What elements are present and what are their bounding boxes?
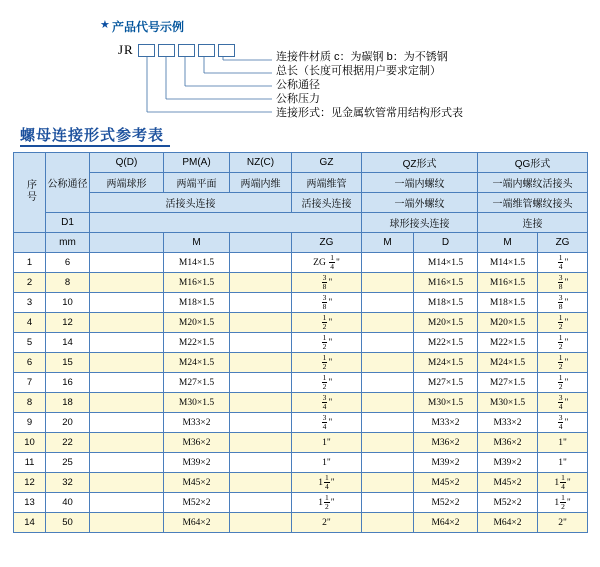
cell-pm: M45×2 — [164, 473, 230, 493]
cell-qz-d: M45×2 — [414, 473, 478, 493]
cell-nz — [230, 453, 292, 473]
legend-title: 产品代号示例 — [112, 20, 185, 34]
cell-gz: $\frac{1}{2}$ " — [292, 313, 362, 333]
cell-index: 14 — [14, 513, 46, 533]
header-type-qz: QZ形式 — [362, 153, 478, 173]
cell-nz — [230, 313, 292, 333]
legend-label-material: 连接件材质 c：为碳钢 b：为不锈钢 — [276, 51, 448, 63]
cell-qg-m: M27×1.5 — [478, 373, 538, 393]
cell-dn: 16 — [46, 373, 90, 393]
cell-qg-m: M30×1.5 — [478, 393, 538, 413]
header-type-q: Q(D) — [90, 153, 164, 173]
cell-gz: 1 $\frac{1}{4}$ " — [292, 473, 362, 493]
cell-dn: 6 — [46, 253, 90, 273]
header-join-mid: 活接头连接 — [292, 193, 362, 213]
header-desc-qg-2: 一端维管螺纹接头 — [478, 193, 588, 213]
cell-dn: 10 — [46, 293, 90, 313]
cell-qz-m — [362, 413, 414, 433]
cell-pm: M27×1.5 — [164, 373, 230, 393]
cell-q — [90, 293, 164, 313]
cell-gz: 1" — [292, 433, 362, 453]
cell-pm: M20×1.5 — [164, 313, 230, 333]
header-d1: D1 — [46, 213, 90, 233]
cell-qg-zg: $\frac{3}{4}$ " — [538, 393, 588, 413]
cell-qz-m — [362, 293, 414, 313]
cell-index: 13 — [14, 493, 46, 513]
product-code-row — [118, 42, 238, 58]
header-unit-mm: mm — [46, 233, 90, 253]
code-box-1 — [138, 44, 155, 57]
header-join-left: 活接头连接 — [90, 193, 292, 213]
table-row — [14, 333, 588, 353]
header-type-pm: PM(A) — [164, 153, 230, 173]
table-row — [14, 433, 588, 453]
cell-nz — [230, 513, 292, 533]
cell-dn: 15 — [46, 353, 90, 373]
cell-nz — [230, 493, 292, 513]
cell-qz-d: M39×2 — [414, 453, 478, 473]
cell-nz — [230, 353, 292, 373]
header-desc-pm: 两端平面 — [164, 173, 230, 193]
cell-qz-m — [362, 313, 414, 333]
cell-dn: 18 — [46, 393, 90, 413]
header-unit-qg-zg: ZG — [538, 233, 588, 253]
cell-nz — [230, 273, 292, 293]
legend-label-length: 总长（长度可根据用户要求定制） — [276, 65, 441, 77]
cell-qg-zg: $\frac{3}{8}$ " — [538, 273, 588, 293]
cell-qz-d: M36×2 — [414, 433, 478, 453]
cell-pm: M33×2 — [164, 413, 230, 433]
header-row-units — [14, 233, 588, 253]
code-box-2 — [158, 44, 175, 57]
table-row — [14, 493, 588, 513]
header-unit-qg-m: M — [478, 233, 538, 253]
table-header — [14, 153, 588, 253]
cell-q — [90, 393, 164, 413]
cell-qz-d: M27×1.5 — [414, 373, 478, 393]
cell-index: 8 — [14, 393, 46, 413]
cell-q — [90, 273, 164, 293]
cell-qg-m: M39×2 — [478, 453, 538, 473]
cell-qz-m — [362, 433, 414, 453]
page-title: 螺母连接形式参考表 — [20, 127, 165, 144]
cell-qg-m: M24×1.5 — [478, 353, 538, 373]
header-blank — [90, 213, 362, 233]
header-type-qg: QG形式 — [478, 153, 588, 173]
cell-nz — [230, 393, 292, 413]
cell-q — [90, 353, 164, 373]
star-icon: ★ — [100, 19, 110, 31]
cell-nz — [230, 433, 292, 453]
cell-index: 6 — [14, 353, 46, 373]
cell-index: 10 — [14, 433, 46, 453]
header-unit-pm: M — [164, 233, 230, 253]
cell-nz — [230, 293, 292, 313]
cell-qg-zg: $\frac{1}{2}$ " — [538, 353, 588, 373]
cell-q — [90, 433, 164, 453]
cell-dn: 32 — [46, 473, 90, 493]
cell-pm: M64×2 — [164, 513, 230, 533]
cell-dn: 12 — [46, 313, 90, 333]
cell-gz: ZG $\frac{1}{4}$ " — [292, 253, 362, 273]
cell-qg-zg: $\frac{1}{2}$ " — [538, 373, 588, 393]
code-prefix: JR — [118, 42, 134, 57]
cell-qg-zg: 1 $\frac{1}{4}$ " — [538, 473, 588, 493]
cell-qg-zg: $\frac{3}{8}$ " — [538, 293, 588, 313]
header-join-qg: 连接 — [478, 213, 588, 233]
cell-index: 12 — [14, 473, 46, 493]
cell-qz-m — [362, 253, 414, 273]
cell-qg-m: M14×1.5 — [478, 253, 538, 273]
cell-dn: 20 — [46, 413, 90, 433]
cell-qz-m — [362, 273, 414, 293]
cell-qz-d: M52×2 — [414, 493, 478, 513]
table-row — [14, 313, 588, 333]
header-dn: 公称通径 — [46, 153, 90, 213]
cell-dn: 22 — [46, 433, 90, 453]
cell-gz: $\frac{1}{2}$ " — [292, 373, 362, 393]
cell-index: 5 — [14, 333, 46, 353]
cell-dn: 14 — [46, 333, 90, 353]
cell-qg-m: M52×2 — [478, 493, 538, 513]
cell-qz-m — [362, 333, 414, 353]
cell-q — [90, 373, 164, 393]
code-box-4 — [198, 44, 215, 57]
cell-gz: 2" — [292, 513, 362, 533]
header-desc-qg-1: 一端内螺纹活接头 — [478, 173, 588, 193]
cell-nz — [230, 373, 292, 393]
cell-nz — [230, 253, 292, 273]
cell-qz-m — [362, 513, 414, 533]
cell-qg-zg: 1" — [538, 453, 588, 473]
cell-index: 7 — [14, 373, 46, 393]
header-desc-qz-2: 一端外螺纹 — [362, 193, 478, 213]
header-row-desc — [14, 173, 588, 193]
cell-qz-m — [362, 473, 414, 493]
cell-nz — [230, 333, 292, 353]
code-box-3 — [178, 44, 195, 57]
cell-pm: M24×1.5 — [164, 353, 230, 373]
product-code-legend — [0, 0, 600, 118]
cell-gz: $\frac{3}{4}$ " — [292, 393, 362, 413]
cell-qz-d: M33×2 — [414, 413, 478, 433]
cell-qz-d: M14×1.5 — [414, 253, 478, 273]
header-type-nz: NZ(C) — [230, 153, 292, 173]
cell-dn: 40 — [46, 493, 90, 513]
cell-pm: M39×2 — [164, 453, 230, 473]
cell-pm: M22×1.5 — [164, 333, 230, 353]
cell-qg-m: M36×2 — [478, 433, 538, 453]
cell-nz — [230, 473, 292, 493]
cell-gz: 1" — [292, 453, 362, 473]
cell-qg-zg: 2" — [538, 513, 588, 533]
cell-qz-m — [362, 393, 414, 413]
cell-gz: $\frac{1}{2}$ " — [292, 333, 362, 353]
table-row — [14, 473, 588, 493]
cell-q — [90, 313, 164, 333]
header-row-d1 — [14, 213, 588, 233]
cell-qg-m: M20×1.5 — [478, 313, 538, 333]
cell-qg-m: M45×2 — [478, 473, 538, 493]
table-row — [14, 413, 588, 433]
cell-qg-m: M64×2 — [478, 513, 538, 533]
cell-qg-m: M18×1.5 — [478, 293, 538, 313]
cell-dn: 25 — [46, 453, 90, 473]
cell-q — [90, 473, 164, 493]
cell-q — [90, 333, 164, 353]
cell-qz-m — [362, 373, 414, 393]
cell-pm: M52×2 — [164, 493, 230, 513]
cell-qz-m — [362, 493, 414, 513]
header-unit-nz — [230, 233, 292, 253]
cell-qg-zg: 1" — [538, 433, 588, 453]
cell-pm: M30×1.5 — [164, 393, 230, 413]
header-row-join — [14, 193, 588, 213]
legend-label-dn: 公称通径 — [276, 79, 320, 91]
cell-gz: $\frac{1}{2}$ " — [292, 353, 362, 373]
cell-qz-m — [362, 353, 414, 373]
cell-qg-m: M22×1.5 — [478, 333, 538, 353]
cell-gz: $\frac{3}{8}$ " — [292, 273, 362, 293]
cell-qz-d: M24×1.5 — [414, 353, 478, 373]
cell-qz-d: M64×2 — [414, 513, 478, 533]
header-unit-qz-d: D — [414, 233, 478, 253]
header-unit-gz: ZG — [292, 233, 362, 253]
header-row-codes — [14, 153, 588, 173]
cell-q — [90, 493, 164, 513]
table-row — [14, 453, 588, 473]
cell-gz: 1 $\frac{1}{2}$ " — [292, 493, 362, 513]
cell-qg-m: M16×1.5 — [478, 273, 538, 293]
title-underline — [20, 145, 170, 147]
legend-label-pressure: 公称压力 — [276, 93, 320, 105]
header-desc-nz: 两端内维 — [230, 173, 292, 193]
cell-dn: 8 — [46, 273, 90, 293]
header-unit-blank — [14, 233, 46, 253]
header-index: 序号 — [14, 153, 46, 233]
legend-label-list — [276, 50, 463, 120]
table-body — [14, 253, 588, 533]
table-row — [14, 353, 588, 373]
table-row — [14, 253, 588, 273]
cell-qg-zg: $\frac{1}{2}$ " — [538, 313, 588, 333]
cell-index: 1 — [14, 253, 46, 273]
header-unit-q — [90, 233, 164, 253]
cell-qz-d: M16×1.5 — [414, 273, 478, 293]
cell-qz-m — [362, 453, 414, 473]
cell-index: 2 — [14, 273, 46, 293]
cell-q — [90, 453, 164, 473]
cell-gz: $\frac{3}{8}$ " — [292, 293, 362, 313]
cell-pm: M18×1.5 — [164, 293, 230, 313]
table-row — [14, 513, 588, 533]
header-type-gz: GZ — [292, 153, 362, 173]
cell-gz: $\frac{3}{4}$ " — [292, 413, 362, 433]
table-row — [14, 293, 588, 313]
cell-qg-zg: $\frac{1}{4}$ " — [538, 253, 588, 273]
cell-index: 3 — [14, 293, 46, 313]
cell-qg-zg: $\frac{3}{4}$ " — [538, 413, 588, 433]
cell-qg-m: M33×2 — [478, 413, 538, 433]
cell-qg-zg: $\frac{1}{2}$ " — [538, 333, 588, 353]
cell-index: 4 — [14, 313, 46, 333]
cell-index: 11 — [14, 453, 46, 473]
cell-qz-d: M18×1.5 — [414, 293, 478, 313]
header-join-qz: 球形接头连接 — [362, 213, 478, 233]
header-desc-gz: 两端维管 — [292, 173, 362, 193]
header-desc-q: 两端球形 — [90, 173, 164, 193]
cell-index: 9 — [14, 413, 46, 433]
cell-pm: M14×1.5 — [164, 253, 230, 273]
cell-q — [90, 513, 164, 533]
table-row — [14, 393, 588, 413]
cell-nz — [230, 413, 292, 433]
cell-qz-d: M20×1.5 — [414, 313, 478, 333]
cell-qg-zg: 1 $\frac{1}{2}$ " — [538, 493, 588, 513]
legend-label-connection: 连接形式：见金属软管常用结构形式表 — [276, 107, 463, 119]
table-row — [14, 373, 588, 393]
cell-q — [90, 253, 164, 273]
cell-dn: 50 — [46, 513, 90, 533]
cell-q — [90, 413, 164, 433]
header-desc-qz-1: 一端内螺纹 — [362, 173, 478, 193]
header-unit-qz-m: M — [362, 233, 414, 253]
code-box-5 — [218, 44, 235, 57]
table-row — [14, 273, 588, 293]
cell-pm: M16×1.5 — [164, 273, 230, 293]
cell-qz-d: M30×1.5 — [414, 393, 478, 413]
nut-connection-table — [13, 152, 588, 533]
cell-qz-d: M22×1.5 — [414, 333, 478, 353]
cell-pm: M36×2 — [164, 433, 230, 453]
